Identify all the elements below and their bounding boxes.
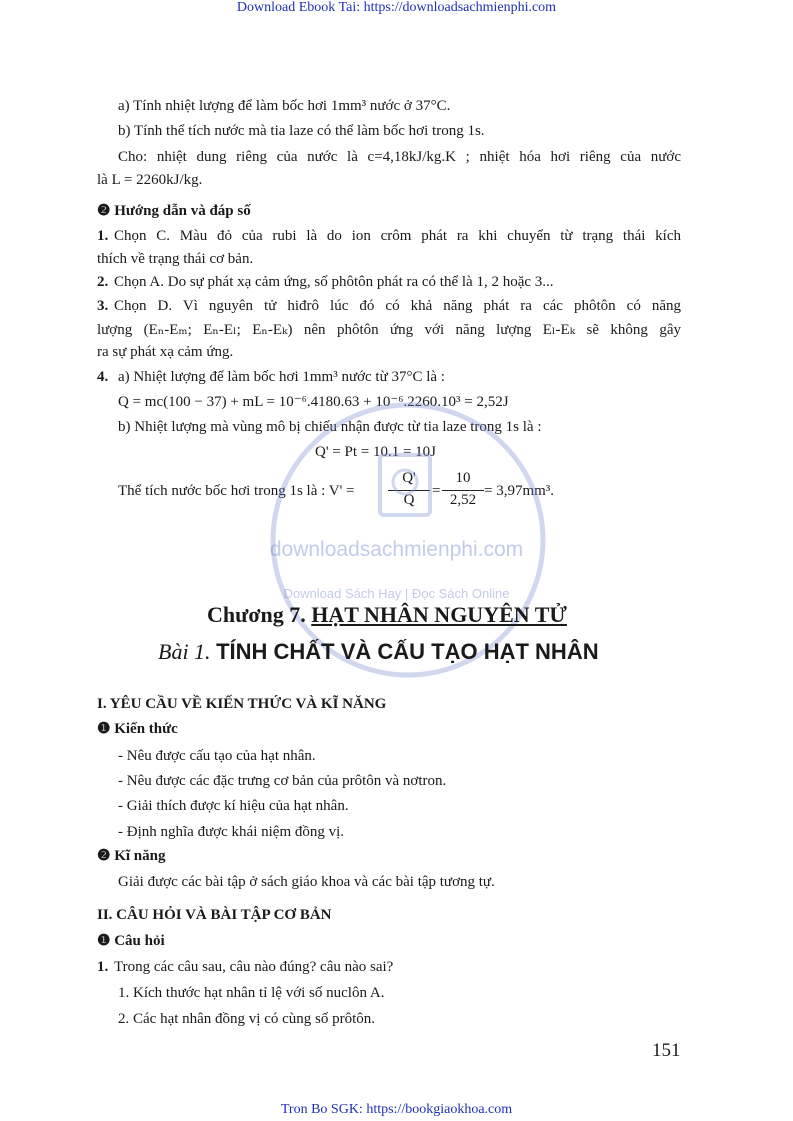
fraction-2-numerator: 10 [455, 470, 471, 486]
question-1-number: 1. [97, 959, 109, 975]
answer-1-line-2: thích về trạng thái cơ bản. [97, 251, 254, 267]
question-1-option-1: 1. Kích thước hạt nhân tỉ lệ với số nuclôn A. [118, 985, 385, 1001]
skills-heading: ❷ Kĩ năng [97, 848, 166, 864]
chapter-prefix: Chương 7. [207, 602, 306, 627]
footer-link[interactable]: Tron Bo SGK: https://bookgiaokhoa.com [280, 1102, 513, 1117]
exercise-given-2: là L = 2260kJ/kg. [97, 172, 203, 188]
answer-3-line-2: lượng (Eₙ-Eₘ; Eₙ-Eₗ; Eₙ-Eₖ) nên phôtôn ứng với năng lượng Eₗ-Eₖ sẽ không gây [97, 322, 681, 338]
section-2-heading: II. CÂU HỎI VÀ BÀI TẬP CƠ BẢN [97, 907, 332, 923]
answers-heading: ❷ Hướng dẫn và đáp số [97, 203, 251, 219]
answer-3-line-3: ra sự phát xạ cảm ứng. [97, 344, 234, 360]
answer-4-equation-1: Q = mc(100 − 37) + mL = 10⁻⁶.4180.63 + 10⁻⁶.2260.10³ = 2,52J [118, 394, 509, 410]
knowledge-item-4: - Định nghĩa được khái niệm đồng vị. [118, 824, 345, 840]
answer-1-line-1: Chọn C. Màu đỏ của rubi là do ion crôm phát ra khi chuyển từ trạng thái kích [114, 228, 681, 244]
fraction-1-numerator: Q' [402, 470, 416, 486]
watermark-site: downloadsachmienphi.com [269, 538, 524, 561]
chapter-title: HẠT NHÂN NGUYÊN TỬ [311, 602, 567, 627]
fraction-2 [438, 470, 488, 512]
question-1-text: Trong các câu sau, câu nào đúng? câu nào sai? [114, 959, 394, 975]
answer-4-equation-3-prefix: Thể tích nước bốc hơi trong 1s là : V' = [118, 483, 355, 499]
section-1-heading: I. YÊU CẦU VỀ KIẾN THỨC VÀ KĨ NĂNG [97, 696, 387, 712]
answer-3-line-1: Chọn D. Vì nguyên tử hiđrô lúc đó có khả năng phát ra các phôtôn có năng [114, 298, 681, 314]
knowledge-heading: ❶ Kiến thức [97, 721, 178, 737]
answer-2-number: 2. [97, 274, 109, 290]
skills-item-1: Giải được các bài tập ở sách giáo khoa và các bài tập tương tự. [118, 874, 495, 890]
answer-4-equation-3-equals: = [432, 483, 441, 499]
page-number: 151 [652, 1040, 681, 1061]
lesson-prefix: Bài 1. [158, 639, 211, 664]
knowledge-item-2: - Nêu được các đặc trưng cơ bản của prôtôn và nơtron. [118, 773, 447, 789]
question-1-option-2: 2. Các hạt nhân đồng vị có cùng số prôtôn. [118, 1011, 376, 1027]
questions-heading: ❶ Câu hỏi [97, 933, 165, 949]
fraction-1-denominator: Q [403, 492, 415, 508]
header-link[interactable]: Download Ebook Tai: https://downloadsachmienphi.com [236, 0, 557, 15]
exercise-part-b: b) Tính thể tích nước mà tia laze có thể làm bốc hơi trong 1s. [118, 123, 485, 139]
knowledge-item-1: - Nêu được cấu tạo của hạt nhân. [118, 748, 316, 764]
exercise-part-a: a) Tính nhiệt lượng để làm bốc hơi 1mm³ nước ở 37°C. [118, 98, 451, 114]
fraction-1 [384, 470, 434, 512]
knowledge-item-3: - Giải thích được kí hiệu của hạt nhân. [118, 798, 349, 814]
chapter-heading [207, 602, 567, 628]
answer-2-line-1: Chọn A. Do sự phát xạ cảm ứng, số phôtôn phát ra có thể là 1, 2 hoặc 3... [114, 274, 554, 290]
answer-3-number: 3. [97, 298, 109, 314]
fraction-2-denominator: 2,52 [449, 492, 477, 508]
answer-4-line-2: b) Nhiệt lượng mà vùng mô bị chiếu nhận được từ tia laze trong 1s là : [118, 419, 542, 435]
lesson-heading [158, 638, 599, 666]
answer-4-equation-2: Q' = Pt = 10.1 = 10J [315, 444, 437, 460]
fraction-2-bar [442, 490, 484, 491]
watermark-tagline: Download Sách Hay | Đọc Sách Online [283, 586, 510, 601]
fraction-1-bar [388, 490, 430, 491]
exercise-given-1: Cho: nhiệt dung riêng của nước là c=4,18kJ/kg.K ; nhiệt hóa hơi riêng của nước [118, 149, 681, 165]
answer-4-line-1: a) Nhiệt lượng để làm bốc hơi 1mm³ nước từ 37°C là : [118, 369, 445, 385]
answer-4-equation-3-result: = 3,97mm³. [484, 483, 555, 499]
lesson-title: TÍNH CHẤT VÀ CẤU TẠO HẠT NHÂN [216, 639, 599, 664]
answer-1-number: 1. [97, 228, 109, 244]
answer-4-number: 4. [97, 369, 109, 385]
